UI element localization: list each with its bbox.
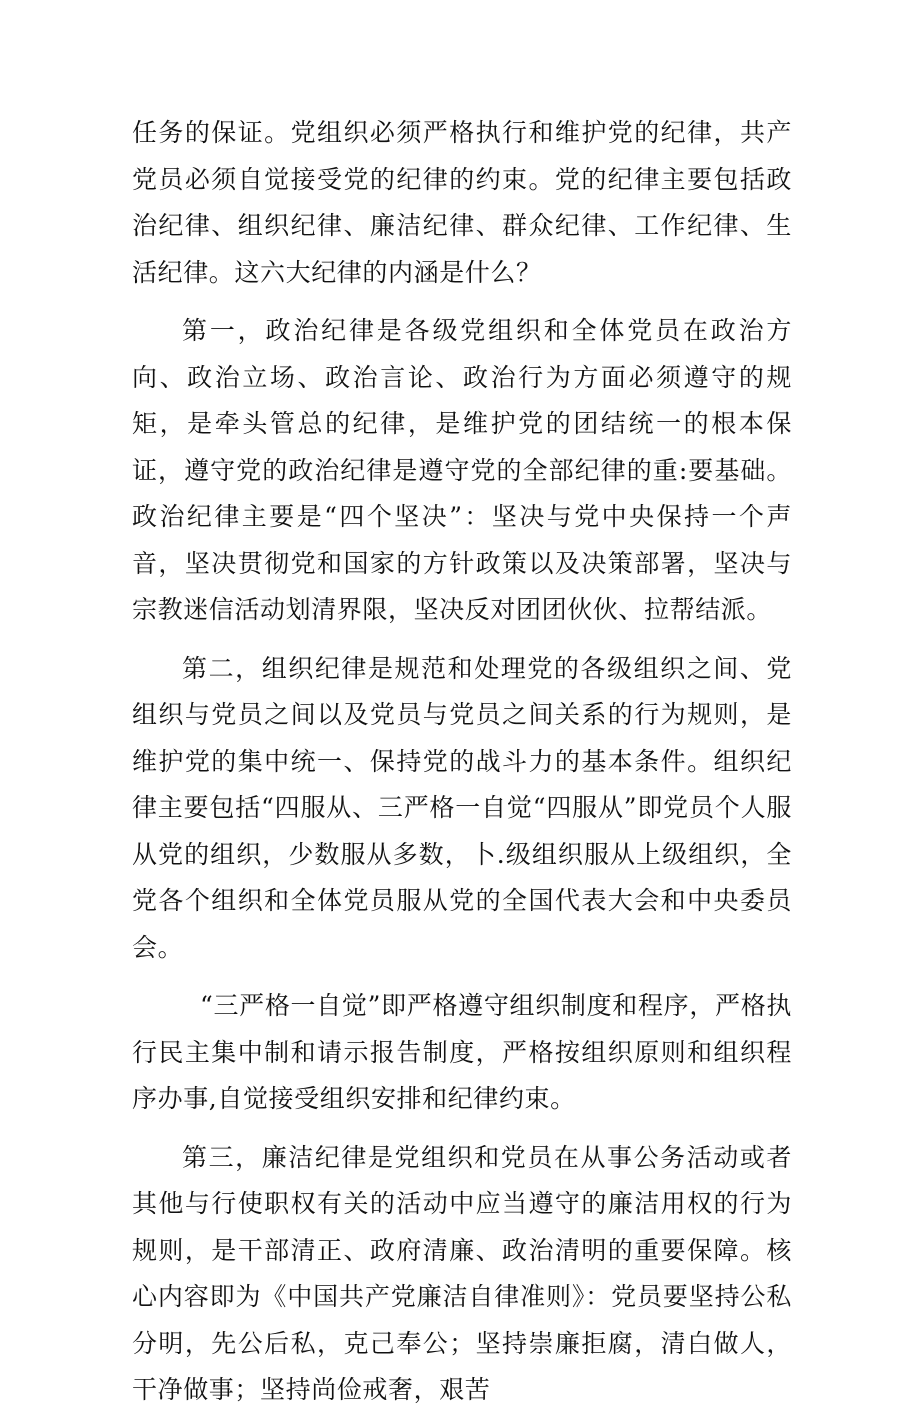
paragraph-organizational-discipline: 第二，组织纪律是规范和处理党的各级组织之间、党组织与党员之间以及党员与党员之间关系的行为规则，是维护党的集中统一、保持党的战斗力的基本条件。组织纪律主要包括“四服从、三严格一自觉“四服从”即党员个人服从党的组织，少数服从多数，卜.级组织服从上级组织，全党各个组织和全体党员服从党的全国代表大会和中央委员会。 <box>132 653 792 962</box>
document-body <box>132 110 792 1414</box>
paragraph-three-strict-one-conscious: “三严格一自觉”即严格遵守组织制度和程序，严格执行民主集中制和请示报告制度，严格按组织原则和组织程序办事,自觉接受组织安排和纪律约束。 <box>132 991 792 1113</box>
paragraph-political-discipline: 第一，政治纪律是各级党组织和全体党员在政治方向、政治立场、政治言论、政治行为方面必须遵守的规矩，是牵头管总的纪律，是维护党的团结统一的根本保证，遵守党的政治纪律是遵守党的全部纪律的重:要基础。政治纪律主要是“四个坚决”：坚决与党中央保持一个声音，坚决贯彻党和国家的方针政策以及决策部署，坚决与宗教迷信活动划清界限，坚决反对团团伙伙、拉帮结派。 <box>132 316 792 624</box>
paragraph-integrity-discipline: 第三，廉洁纪律是党组织和党员在从事公务活动或者其他与行使职权有关的活动中应当遵守的廉洁用权的行为规则，是干部清正、政府清廉、政治清明的重要保障。核心内容即为《中国共产党廉洁自律准则》：党员要坚持公私分明，先公后私，克己奉公；坚持崇廉拒腐，清白做人，干净做事；坚持尚俭戒奢，艰苦 <box>132 1142 792 1404</box>
paragraph-continuation: 任务的保证。党组织必须严格执行和维护党的纪律，共产党员必须自觉接受党的纪律的约束。党的纪律主要包括政治纪律、组织纪律、廉洁纪律、群众纪律、工作纪律、生活纪律。这六大纪律的内涵是什么？ <box>132 118 792 287</box>
